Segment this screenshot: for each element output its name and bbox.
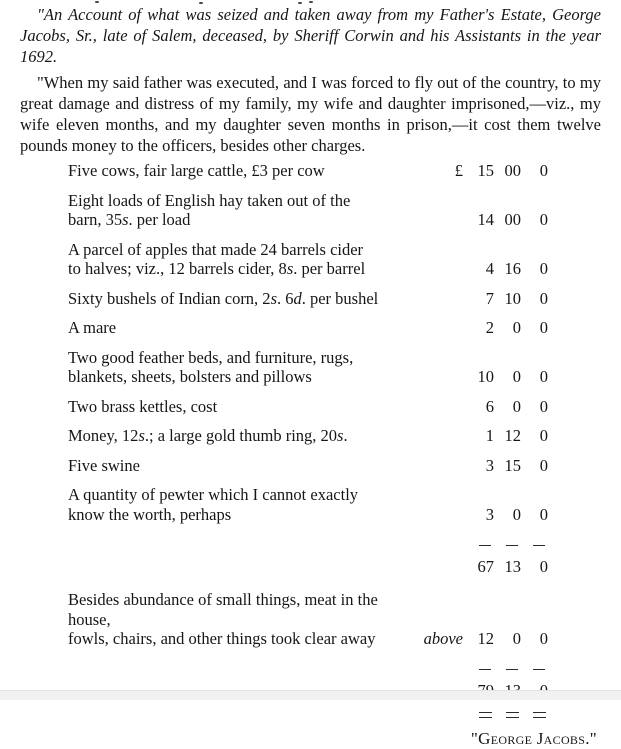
sum-rule-shillings bbox=[506, 545, 518, 546]
text-run: Two brass kettles, cost bbox=[68, 396, 218, 416]
item-description bbox=[68, 289, 418, 309]
double-rule-pounds bbox=[479, 712, 492, 718]
amount-pence: 0 bbox=[539, 629, 548, 648]
italic-text-run: s bbox=[337, 426, 344, 445]
sum-rule-shillings bbox=[506, 669, 518, 670]
text-run: .; a large gold thumb ring, 20 bbox=[144, 426, 338, 445]
amount-pence: 0 bbox=[539, 455, 548, 475]
subtotal-shillings: 13 bbox=[504, 556, 521, 576]
clipped-previous-line bbox=[0, 1, 621, 4]
amount-pence: 0 bbox=[539, 210, 548, 229]
signature: "George Jacobs." bbox=[470, 729, 597, 748]
amount-pounds: 10 bbox=[477, 367, 494, 386]
item-description bbox=[68, 161, 418, 181]
amount-pence: 0 bbox=[539, 161, 548, 180]
description-line bbox=[68, 191, 418, 211]
text-run: . per barrel bbox=[293, 259, 366, 278]
account-row bbox=[20, 426, 601, 446]
description-line bbox=[68, 590, 418, 629]
total-double-rule-row bbox=[20, 704, 601, 724]
description-line bbox=[68, 485, 418, 505]
amount-pounds: 3 bbox=[485, 455, 494, 475]
sum-rule-pounds bbox=[479, 545, 491, 546]
sum-rule-pence bbox=[533, 545, 545, 546]
subtotal-row bbox=[20, 557, 601, 577]
text-run: Eight loads of English hay taken out of the bbox=[68, 190, 351, 210]
amount-shillings: 0 bbox=[512, 629, 521, 648]
amount-pounds: 1 bbox=[485, 426, 494, 445]
amount-shillings: 0 bbox=[512, 367, 521, 386]
text-run: Two good feather beds, and furniture, rugs, bbox=[68, 347, 354, 367]
item-description bbox=[68, 397, 418, 417]
italic-text-run: s bbox=[138, 426, 145, 445]
item-description bbox=[68, 348, 418, 387]
account-row bbox=[20, 456, 601, 476]
amount-pence: 0 bbox=[539, 318, 548, 337]
text-run: Five swine bbox=[68, 455, 140, 475]
description-line bbox=[68, 161, 418, 181]
account-row bbox=[20, 161, 601, 181]
amount-shillings: 00 bbox=[504, 161, 521, 180]
amount-shillings: 0 bbox=[512, 396, 521, 416]
text-run: . 6 bbox=[276, 288, 294, 308]
sum-rule-pounds bbox=[479, 669, 491, 670]
text-run: . per bushel bbox=[301, 288, 379, 308]
account-row bbox=[20, 191, 601, 230]
addendum-row-mount bbox=[20, 590, 601, 649]
text-run: . per load bbox=[128, 210, 191, 229]
sum-rule-pence bbox=[533, 669, 545, 670]
amount-pounds: 12 bbox=[477, 629, 494, 648]
account-row bbox=[20, 240, 601, 279]
subtotal-block bbox=[20, 534, 601, 576]
description-line bbox=[68, 426, 418, 446]
item-description bbox=[68, 240, 418, 279]
account-row bbox=[20, 318, 601, 338]
text-run: . bbox=[343, 426, 348, 445]
subtotal-pence: 0 bbox=[539, 556, 548, 576]
amount-pence: 0 bbox=[539, 259, 548, 278]
text-run: Besides abundance of small things, meat in the house, bbox=[68, 590, 378, 629]
amount-shillings: 0 bbox=[512, 504, 521, 524]
amount-shillings: 0 bbox=[512, 318, 521, 337]
description-line bbox=[68, 397, 418, 417]
account-table bbox=[20, 161, 601, 723]
narrative-paragraph: "When my said father was executed, and I was forced to fly out of the country, to my great damage and distress of my family, my wife and daughter imprisoned,—viz., my wife eleven months, and my daughter seven months in prison,—it cost them twelve pounds money to the officers, besides other charges. bbox=[20, 73, 601, 155]
description-line bbox=[68, 240, 418, 260]
text-run: A parcel of apples that made 24 barrels cider bbox=[68, 239, 364, 259]
amount-pounds: 2 bbox=[485, 318, 494, 337]
text-run: Money, 12 bbox=[68, 426, 139, 445]
text-run: A quantity of pewter which I cannot exactly bbox=[68, 485, 359, 504]
item-description bbox=[68, 318, 418, 338]
description-line bbox=[68, 210, 418, 230]
amount-pence: 0 bbox=[539, 426, 548, 445]
italic-text-run: above bbox=[423, 629, 463, 648]
text-run: to halves; viz., 12 barrels cider, 8 bbox=[68, 259, 287, 278]
italic-text-run: d bbox=[293, 288, 302, 308]
amount-pounds: 7 bbox=[485, 288, 494, 308]
account-rows bbox=[20, 161, 601, 524]
item-description bbox=[68, 426, 418, 446]
account-row bbox=[20, 289, 601, 309]
description-line bbox=[68, 456, 418, 476]
description-line bbox=[68, 629, 418, 649]
amount-pence: 0 bbox=[539, 504, 548, 524]
text-run: fowls, chairs, and other things took clear away bbox=[68, 629, 376, 648]
amount-pounds: 6 bbox=[485, 396, 494, 416]
amount-prefix bbox=[418, 161, 463, 181]
account-row bbox=[20, 485, 601, 524]
amount-shillings: 15 bbox=[504, 455, 521, 475]
amount-shillings: 00 bbox=[504, 210, 521, 229]
page-bottom-strip bbox=[0, 690, 621, 700]
description-line bbox=[68, 348, 418, 368]
amount-pence: 0 bbox=[539, 396, 548, 416]
intro-paragraph: "An Account of what was seized and taken away from my Father's Estate, George Jacobs, Sr., late of Salem, deceased, by Sheriff Corwin and his Assistants in the year 1692. bbox=[20, 5, 601, 66]
subtotal-rule-row bbox=[20, 534, 601, 554]
amount-pounds: 14 bbox=[477, 210, 494, 229]
item-description bbox=[68, 456, 418, 476]
item-description bbox=[68, 590, 418, 649]
amount-pounds: 4 bbox=[485, 259, 494, 278]
description-line bbox=[68, 259, 418, 279]
amount-shillings: 16 bbox=[504, 259, 521, 278]
text-run: know the worth, perhaps bbox=[68, 504, 232, 524]
account-row bbox=[20, 397, 601, 417]
text-run: blankets, sheets, bolsters and pillows bbox=[68, 367, 312, 386]
amount-pence: 0 bbox=[539, 367, 548, 386]
description-line bbox=[68, 367, 418, 387]
amount-pounds: 15 bbox=[477, 161, 494, 180]
text-run: £ bbox=[454, 161, 463, 180]
amount-shillings: 12 bbox=[504, 426, 521, 445]
amount-pence: 0 bbox=[539, 288, 548, 308]
amount-prefix bbox=[418, 629, 463, 649]
amount-pounds: 3 bbox=[485, 504, 494, 524]
double-rule-pence bbox=[533, 712, 546, 718]
italic-text-run: s bbox=[270, 288, 277, 308]
account-row bbox=[20, 348, 601, 387]
text-run: Sixty bushels of Indian corn, 2 bbox=[68, 288, 271, 308]
subtotal-pounds: 67 bbox=[477, 556, 494, 576]
description-line bbox=[68, 505, 418, 525]
text-run: Five cows, fair large cattle, £3 per cow bbox=[68, 161, 325, 180]
description-line bbox=[68, 318, 418, 338]
signature-line bbox=[20, 729, 601, 749]
amount-shillings: 10 bbox=[504, 288, 521, 308]
item-description bbox=[68, 485, 418, 524]
total-rule-row bbox=[20, 659, 601, 679]
text-run: barn, 35 bbox=[68, 210, 123, 229]
description-line bbox=[68, 289, 418, 309]
italic-text-run: s bbox=[122, 210, 129, 229]
italic-text-run: s bbox=[286, 259, 294, 278]
double-rule-shillings bbox=[506, 712, 519, 718]
item-description bbox=[68, 191, 418, 230]
text-run: A mare bbox=[68, 318, 117, 337]
account-row bbox=[20, 590, 601, 649]
